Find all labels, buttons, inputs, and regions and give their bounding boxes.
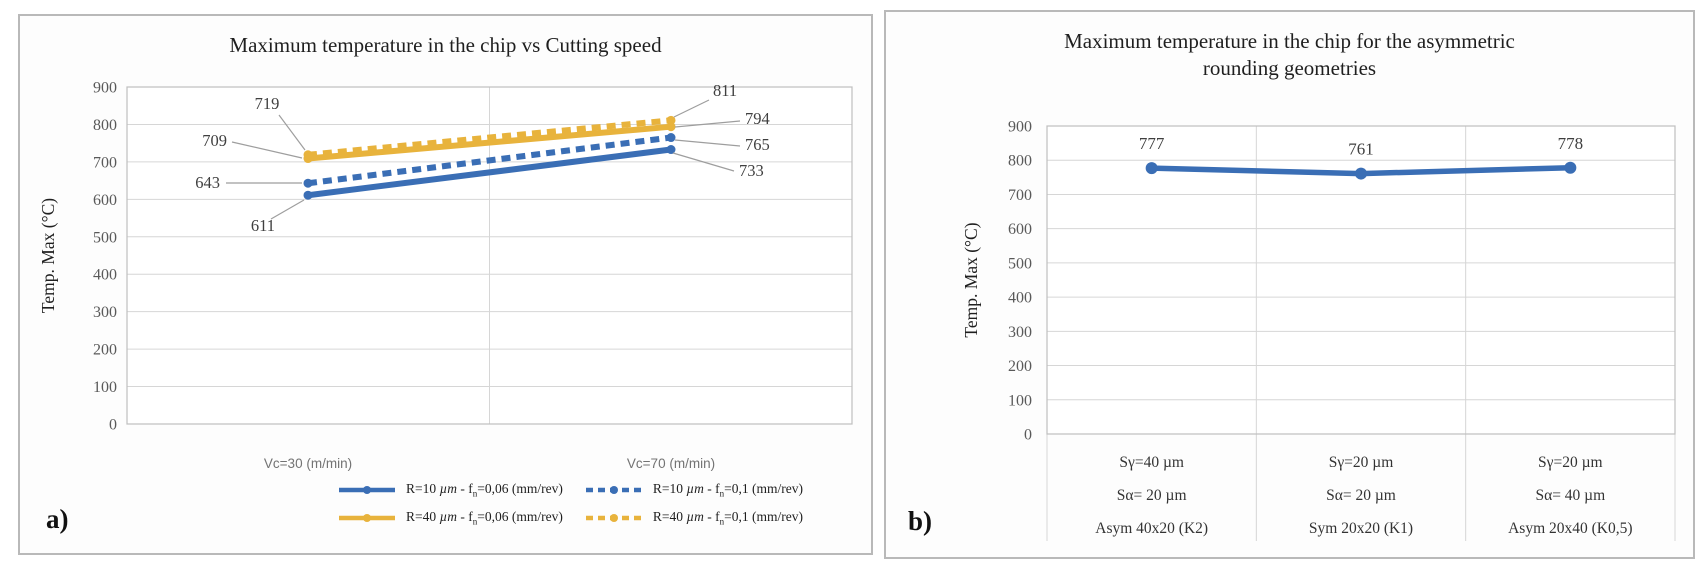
legend-item-3 xyxy=(583,509,803,527)
y-tick-label: 100 xyxy=(93,379,117,397)
panel-b xyxy=(884,10,1695,559)
y-tick-label: 800 xyxy=(1008,152,1032,170)
point-marker xyxy=(667,133,676,142)
chart-a-plot xyxy=(20,16,875,557)
category-label: Sym 20x20 (K1) xyxy=(1308,520,1414,537)
panel-a-letter: a) xyxy=(46,504,69,534)
y-tick-label: 600 xyxy=(1008,221,1032,239)
y-tick-label: 800 xyxy=(93,116,117,134)
chart-b-plot xyxy=(886,12,1697,561)
legend-label: R=10 $\mu m - f_n=0,06$ (mm/rev) xyxy=(406,481,563,499)
y-axis-title: Temp. Max (°C) xyxy=(38,197,58,314)
x-axis-label: Vc=70 (m/min) xyxy=(626,456,716,471)
point-marker xyxy=(1146,162,1158,174)
point-marker xyxy=(1564,162,1576,174)
chart-a-legend xyxy=(336,481,803,526)
data-label: 777 xyxy=(1138,134,1165,154)
panel-b-letter: b) xyxy=(908,506,933,536)
y-tick-label: 500 xyxy=(1008,255,1032,273)
category-label: Sα= 40 µm xyxy=(1535,487,1606,504)
data-label: 811 xyxy=(713,81,738,100)
y-tick-label: 900 xyxy=(1008,118,1032,136)
y-tick-label: 600 xyxy=(93,191,117,209)
y-tick-label: 100 xyxy=(1008,392,1032,410)
y-tick-label: 400 xyxy=(1008,289,1032,307)
point-marker xyxy=(667,145,676,154)
data-label: 611 xyxy=(250,216,276,235)
category-label: Sα= 20 µm xyxy=(1116,487,1187,504)
data-label: 761 xyxy=(1348,139,1374,159)
chart-a-title: Maximum temperature in the chip vs Cutting speed xyxy=(229,33,662,57)
legend-item-0 xyxy=(336,481,563,499)
category-label: Asym 20x40 (K0,5) xyxy=(1508,520,1633,537)
chart-b-title: Maximum temperature in the chip for the asymmetric rounding geometries xyxy=(1064,29,1515,81)
legend-item-2 xyxy=(336,509,563,527)
data-label: 643 xyxy=(195,173,220,192)
data-label: 765 xyxy=(745,135,770,154)
legend-swatch xyxy=(583,512,645,524)
y-tick-label: 500 xyxy=(93,229,117,247)
y-tick-label: 700 xyxy=(1008,186,1032,204)
legend-marker xyxy=(610,486,618,494)
legend-label: R=40 $\mu m - f_n=0,06$ (mm/rev) xyxy=(406,508,563,527)
point-marker xyxy=(304,191,313,200)
y-tick-label: 700 xyxy=(93,154,117,172)
legend-marker xyxy=(610,514,618,522)
y-tick-label: 0 xyxy=(109,416,117,434)
data-label: 709 xyxy=(202,131,227,150)
y-tick-label: 900 xyxy=(93,79,117,97)
y-tick-label: 300 xyxy=(93,304,117,322)
data-label: 778 xyxy=(1557,133,1584,153)
category-label: Sγ=40 µm xyxy=(1119,454,1184,471)
category-label: Sα= 20 µm xyxy=(1326,487,1396,504)
point-marker xyxy=(1355,168,1367,180)
data-label: 733 xyxy=(739,161,764,180)
data-label: 794 xyxy=(745,109,770,128)
category-label: Sγ=20 µm xyxy=(1328,454,1394,471)
point-marker xyxy=(304,150,313,159)
legend-marker xyxy=(363,486,371,494)
legend-label: R=10 $\mu m - f_n=0,1$ (mm/rev) xyxy=(652,481,804,499)
y-tick-label: 200 xyxy=(93,341,117,359)
legend-swatch xyxy=(336,512,398,524)
legend-item-1 xyxy=(583,481,803,499)
category-label: Asym 40x20 (K2) xyxy=(1095,520,1209,537)
legend-marker xyxy=(363,514,371,522)
y-tick-label: 400 xyxy=(93,266,117,284)
point-marker xyxy=(304,179,313,188)
data-label: 719 xyxy=(254,94,280,113)
panel-a xyxy=(18,14,873,555)
category-label: Sγ=20 µm xyxy=(1538,454,1603,471)
y-tick-label: 0 xyxy=(1024,426,1032,444)
y-tick-label: 300 xyxy=(1008,323,1032,341)
legend-swatch xyxy=(336,484,398,496)
y-axis-title: Temp. Max (°C) xyxy=(961,222,981,338)
y-tick-label: 200 xyxy=(1008,358,1032,376)
legend-label: R=40 $\mu m - f_n=0,1$ (mm/rev) xyxy=(652,508,804,527)
legend-swatch xyxy=(583,484,645,496)
x-axis-label: Vc=30 (m/min) xyxy=(263,456,353,471)
